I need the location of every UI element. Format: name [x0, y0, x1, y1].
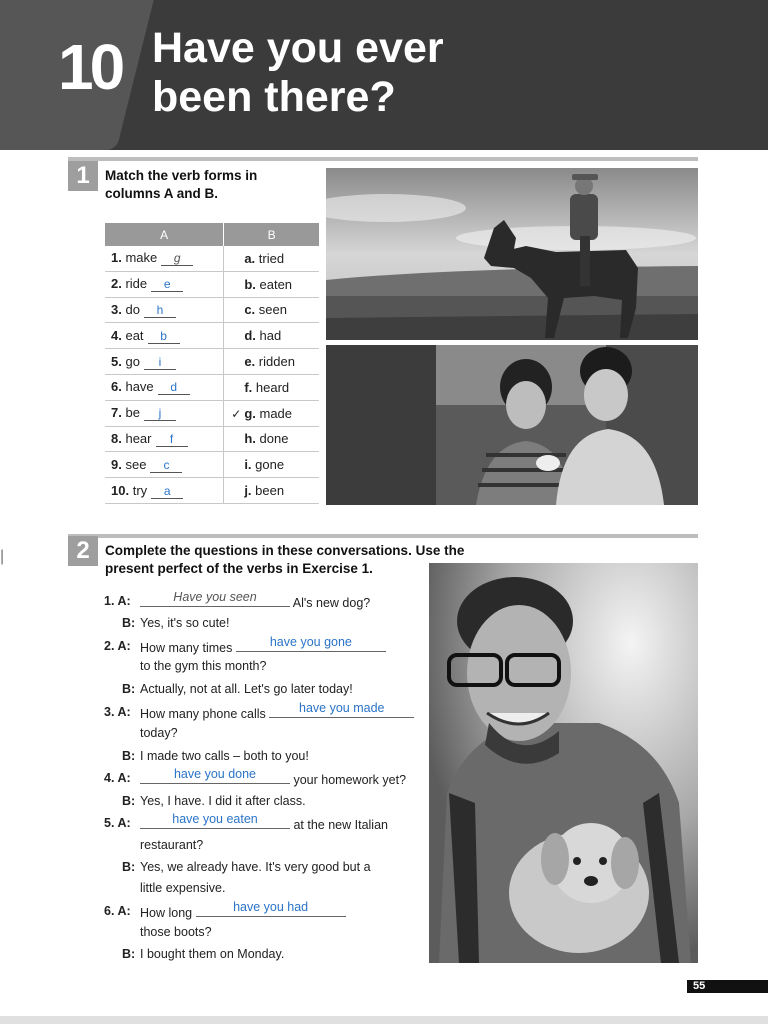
match-answer-blank[interactable]: a — [151, 485, 183, 499]
question-text: at the new Italian — [293, 818, 388, 832]
speaker-label: A: — [117, 904, 131, 918]
item-number: 4. — [104, 771, 115, 785]
cowboy-horse-image — [326, 168, 698, 340]
column-a-cell — [105, 246, 224, 271]
match-answer-blank[interactable]: c — [150, 459, 182, 473]
response-text: Yes, I have. I did it after class. — [140, 794, 306, 808]
table-row — [105, 400, 319, 426]
unit-number: 10 — [58, 31, 122, 103]
question-text: How long — [140, 906, 193, 920]
past-participle: done — [259, 431, 289, 447]
base-verb: hear — [125, 430, 152, 446]
base-verb: do — [125, 301, 140, 317]
letter-label: e. — [244, 354, 256, 370]
letter-label: c. — [244, 302, 256, 318]
column-b-cell — [224, 400, 319, 426]
item-number: 3. — [111, 301, 122, 317]
past-participle: gone — [255, 457, 285, 473]
match-answer-blank[interactable]: f — [156, 433, 188, 447]
item-number: 6. — [104, 904, 115, 918]
item-number: 5. — [104, 816, 115, 830]
speaker-label: A: — [117, 816, 131, 830]
match-answer-blank[interactable]: b — [148, 330, 180, 344]
speaker-label: B: — [122, 749, 136, 763]
answer-text: have you eaten — [172, 812, 258, 826]
speaker-label: B: — [122, 682, 136, 696]
item-number: 3. — [104, 705, 115, 719]
speaker-label: B: — [122, 616, 136, 630]
letter-label: j. — [244, 483, 252, 499]
question-text: Al's new dog? — [292, 596, 371, 610]
column-b-header: B — [224, 223, 319, 246]
item-number: 10. — [111, 482, 130, 498]
match-answer-blank[interactable]: j — [144, 407, 176, 421]
instruction-line: Match the verb forms in — [105, 168, 258, 183]
page-bottom-edge — [0, 1016, 768, 1024]
exercise-1-instruction — [105, 167, 257, 203]
column-b-cell — [224, 246, 319, 271]
base-verb: be — [125, 405, 140, 421]
base-verb: make — [125, 250, 158, 266]
speaker-label: A: — [117, 639, 131, 653]
instruction-line: columns A and B. — [105, 186, 219, 201]
item-number: 1. — [111, 250, 122, 266]
column-b-cell — [224, 426, 319, 452]
item-number: 2. — [104, 639, 115, 653]
question-text: those boots? — [140, 925, 212, 939]
unit-title — [152, 24, 444, 122]
verb-match-table — [105, 223, 319, 504]
letter-label: f. — [244, 379, 253, 395]
table-row — [105, 478, 319, 504]
question-text: to the gym this month? — [140, 659, 267, 673]
speaker-label: B: — [122, 947, 136, 961]
table-row — [105, 246, 319, 271]
match-answer-blank[interactable]: g — [161, 252, 193, 266]
column-a-cell — [105, 452, 224, 478]
exercise-2-number: 2 — [68, 536, 98, 566]
base-verb: eat — [125, 327, 144, 343]
response-text: I bought them on Monday. — [140, 947, 285, 961]
table-row — [105, 271, 319, 297]
column-b-cell — [224, 297, 319, 323]
answer-text: have you done — [173, 767, 256, 781]
answer-blank-1[interactable] — [140, 590, 290, 607]
man-with-puppy-photo — [429, 563, 698, 963]
cowboy-horse-photo — [326, 168, 698, 340]
letter-label: h. — [244, 431, 256, 447]
item-number: 4. — [111, 327, 122, 343]
response-text: I made two calls – both to you! — [140, 749, 309, 763]
answer-text: Have you seen — [173, 590, 257, 604]
letter-label: g. — [244, 405, 256, 421]
page-number: 55 — [687, 980, 768, 993]
past-participle: seen — [258, 302, 287, 318]
exercise-2-instruction — [105, 542, 464, 578]
past-participle: had — [259, 328, 282, 344]
instruction-line: present perfect of the verbs in Exercise 1. — [105, 561, 373, 576]
response-text: Yes, it's so cute! — [140, 616, 230, 630]
letter-label: d. — [244, 328, 256, 344]
speaker-label: A: — [117, 705, 131, 719]
column-a-cell — [105, 400, 224, 426]
past-participle: made — [259, 405, 293, 421]
column-a-cell — [105, 374, 224, 400]
answer-blank-2[interactable] — [236, 635, 386, 652]
table-row — [105, 297, 319, 323]
answer-blank-4[interactable] — [140, 767, 290, 784]
unit-title-line1: Have you ever — [152, 24, 444, 72]
question-text: today? — [140, 726, 178, 740]
base-verb: go — [125, 353, 140, 369]
column-a-cell — [105, 271, 224, 297]
past-participle: been — [255, 483, 285, 499]
answer-blank-6[interactable] — [196, 900, 346, 917]
response-text: Yes, we already have. It's very good but a — [140, 860, 371, 874]
letter-label: b. — [244, 276, 256, 292]
speaker-label: B: — [122, 860, 136, 874]
past-participle: eaten — [259, 276, 293, 292]
speaker-label: A: — [117, 594, 131, 608]
table-row — [105, 349, 319, 375]
unit-header — [0, 0, 768, 150]
letter-label: i. — [244, 457, 252, 473]
check-mark-icon: ✓ — [231, 406, 242, 421]
base-verb: ride — [125, 276, 148, 292]
column-a-cell — [105, 478, 224, 504]
item-number: 5. — [111, 353, 122, 369]
item-number: 2. — [111, 276, 122, 292]
table-row — [105, 374, 319, 400]
column-a-cell — [105, 349, 224, 375]
past-participle: tried — [258, 250, 285, 266]
unit-title-line2: been there? — [152, 73, 396, 121]
item-number: 1. — [104, 594, 115, 608]
question-text: restaurant? — [140, 838, 204, 852]
question-text: How many times — [140, 641, 233, 655]
binding-mark: | — [0, 548, 5, 565]
column-b-cell — [224, 271, 319, 297]
past-participle: ridden — [258, 354, 295, 370]
answer-blank-5[interactable] — [140, 812, 290, 829]
item-number: 9. — [111, 456, 122, 472]
base-verb: see — [125, 456, 147, 472]
column-b-cell — [224, 374, 319, 400]
question-text: your homework yet? — [293, 773, 407, 787]
question-text: How many phone calls — [140, 707, 266, 721]
answer-text: have you made — [299, 701, 385, 715]
instruction-line: Complete the questions in these conversations. Use the — [105, 543, 465, 558]
column-b-cell — [224, 478, 319, 504]
table-row — [105, 426, 319, 452]
column-b-cell — [224, 349, 319, 375]
letter-label: a. — [244, 250, 256, 266]
past-participle: heard — [255, 379, 290, 395]
item-number: 8. — [111, 430, 122, 446]
couple-eating-image — [326, 345, 698, 505]
answer-text: have you had — [233, 900, 309, 914]
column-a-cell — [105, 297, 224, 323]
item-number: 7. — [111, 405, 122, 421]
couple-eating-photo — [326, 345, 698, 505]
answer-text: have you gone — [269, 635, 352, 649]
column-a-header: A — [105, 223, 224, 246]
column-a-cell — [105, 323, 224, 349]
section-divider — [68, 157, 698, 161]
speaker-label: A: — [117, 771, 131, 785]
column-a-cell — [105, 426, 224, 452]
base-verb: have — [125, 379, 154, 395]
speaker-label: B: — [122, 794, 136, 808]
response-text: little expensive. — [140, 881, 226, 895]
base-verb: try — [132, 482, 148, 498]
exercise-1-number: 1 — [68, 161, 98, 191]
match-answer-blank[interactable]: d — [158, 381, 190, 395]
match-answer-blank[interactable]: i — [144, 356, 176, 370]
column-b-cell — [224, 452, 319, 478]
table-row — [105, 452, 319, 478]
match-answer-blank[interactable]: h — [144, 304, 176, 318]
column-b-cell — [224, 323, 319, 349]
item-number: 6. — [111, 379, 122, 395]
match-answer-blank[interactable]: e — [151, 278, 183, 292]
table-row — [105, 323, 319, 349]
man-with-puppy-image — [429, 563, 698, 963]
response-text: Actually, not at all. Let's go later today! — [140, 682, 353, 696]
answer-blank-3[interactable] — [269, 701, 414, 718]
section-divider — [68, 534, 698, 538]
